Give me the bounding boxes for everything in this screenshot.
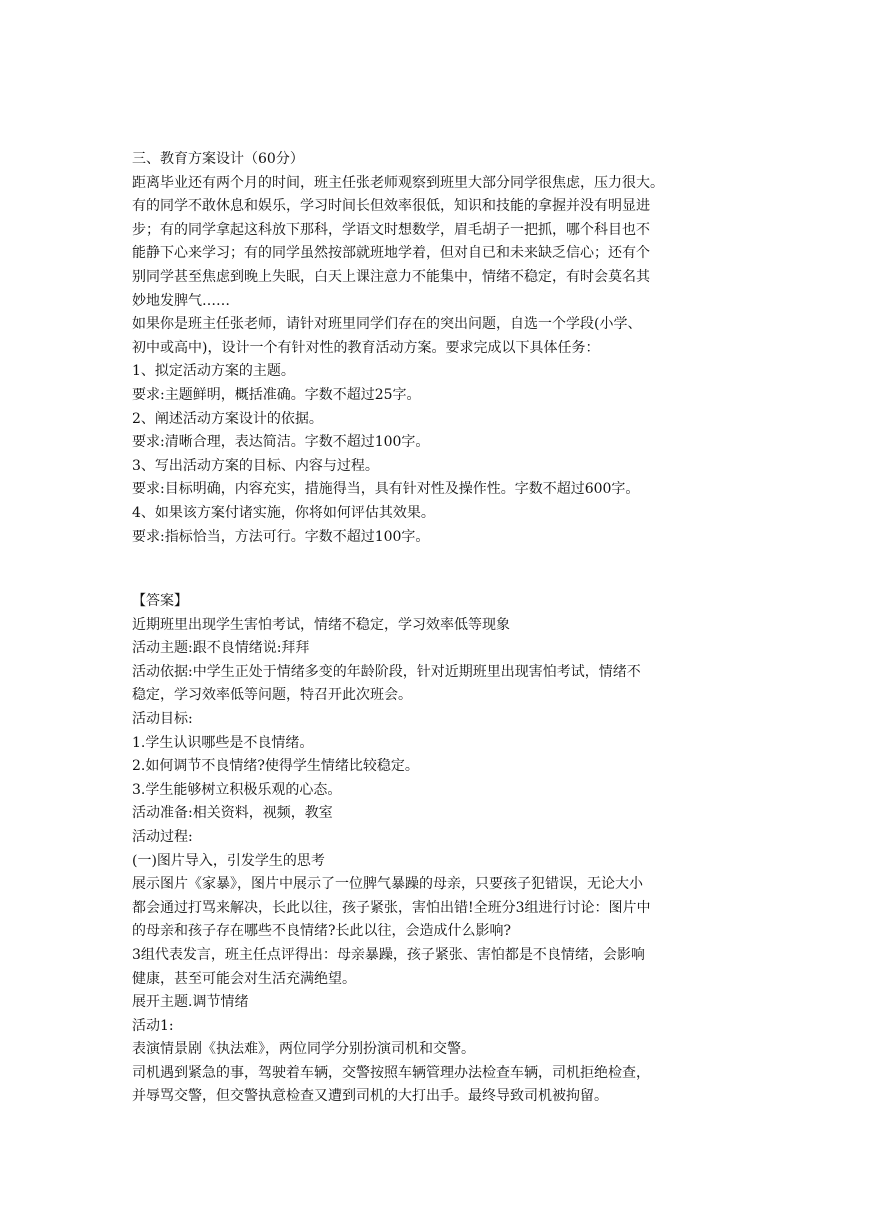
task-item: 2、阐述活动方案设计的依据。 [132, 410, 323, 427]
answer-heading: 【答案】 [132, 593, 188, 609]
task-requirement: 要求:目标明确，内容充实，措施得当，具有针对性及操作性。字数不超过600字。 [132, 481, 640, 498]
answer-line: (一)图片导入，引发学生的思考 [132, 852, 325, 869]
paragraph-line: 别同学甚至焦虑到晚上失眠，白天上课注意力不能集中，情绪不稳定，有时会莫名其 [132, 268, 650, 285]
paragraph-line: 妙地发脾气…… [132, 292, 230, 309]
answer-line: 3组代表发言，班主任点评得出：母亲暴躁，孩子紧张、害怕都是不良情绪，会影响 [132, 946, 645, 963]
task-requirement: 要求:指标恰当，方法可行。字数不超过100字。 [132, 528, 430, 545]
answer-line: 活动依据:中学生正处于情绪多变的年龄阶段，针对近期班里出现害怕考试，情绪不 [132, 663, 641, 680]
answer-line: 近期班里出现学生害怕考试，情绪不稳定，学习效率低等现象 [132, 616, 510, 633]
answer-section [132, 590, 772, 1109]
answer-line: 活动1: [132, 1017, 174, 1034]
answer-line: 表演情景剧《执法难》，两位同学分别扮演司机和交警。 [132, 1041, 475, 1058]
answer-line: 都会通过打骂来解决，长此以往，孩子紧张，害怕出错!全班分3组进行讨论：图片中 [132, 899, 651, 916]
task-requirement: 要求:清晰合理，表达简洁。字数不超过100字。 [132, 434, 430, 451]
answer-line: 展开主题.调节情绪 [132, 994, 249, 1011]
paragraph-line: 能静下心来学习；有的同学虽然按部就班地学着，但对自已和未来缺乏信心；还有个 [132, 245, 650, 262]
paragraph-line: 有的同学不敢休息和娱乐，学习时间长但效率很低，知识和技能的拿握并没有明显进 [132, 198, 650, 215]
answer-line: 并辱骂交警，但交警执意检查又遭到司机的大打出手。最终导致司机被拘留。 [132, 1088, 608, 1105]
paragraph-line: 步；有的同学拿起这科放下那科，学语文时想数学，眉毛胡子一把抓，哪个科目也不 [132, 221, 650, 238]
paragraph-line: 距离毕业还有两个月的时间，班主任张老师观察到班里大部分同学很焦虑，压力很大。 [132, 174, 664, 191]
task-requirement: 要求:主题鲜明，概括准确。字数不超过25字。 [132, 386, 421, 403]
answer-line: 活动准备:相关资料，视频，教室 [132, 805, 333, 822]
answer-line: 司机遇到紧急的事，驾驶着车辆，交警按照车辆管理办法检查车辆，司机拒绝检查， [132, 1064, 650, 1081]
task-item: 3、写出活动方案的目标、内容与过程。 [132, 457, 379, 474]
answer-line: 稳定，学习效率低等问题，特召开此次班会。 [132, 687, 412, 704]
paragraph-line: 如果你是班主任张老师，请针对班里同学们存在的突出问题，自选一个学段(小学、 [132, 316, 642, 333]
paragraph-line: 初中或高中)，设计一个有针对性的教育活动方案。要求完成以下具体任务： [132, 339, 600, 356]
answer-line: 的母亲和孩子存在哪些不良情绪?长此以往，会造成什么影响? [132, 923, 512, 940]
answer-line: 活动目标: [132, 710, 193, 727]
answer-line: 健康，甚至可能会对生活充满绝望。 [132, 970, 356, 987]
answer-line: 2.如何调节不良情绪?使得学生情绪比较稳定。 [132, 758, 419, 775]
answer-line: 1.学生认识哪些是不良情绪。 [132, 734, 314, 751]
task-item: 1、拟定活动方案的主题。 [132, 363, 295, 380]
answer-line: 活动过程: [132, 828, 193, 845]
answer-line: 3.学生能够树立积极乐观的心态。 [132, 781, 342, 798]
answer-line: 活动主题:跟不良情绪说:拜拜 [132, 640, 310, 657]
section-heading: 三、教育方案设计（60分） [132, 151, 304, 167]
question-section [132, 148, 772, 549]
task-item: 4、如果该方案付诸实施，你将如何评估其效果。 [132, 504, 435, 521]
answer-line: 展示图片《家暴》，图片中展示了一位脾气暴躁的母亲，只要孩子犯错误，无论大小 [132, 876, 643, 893]
